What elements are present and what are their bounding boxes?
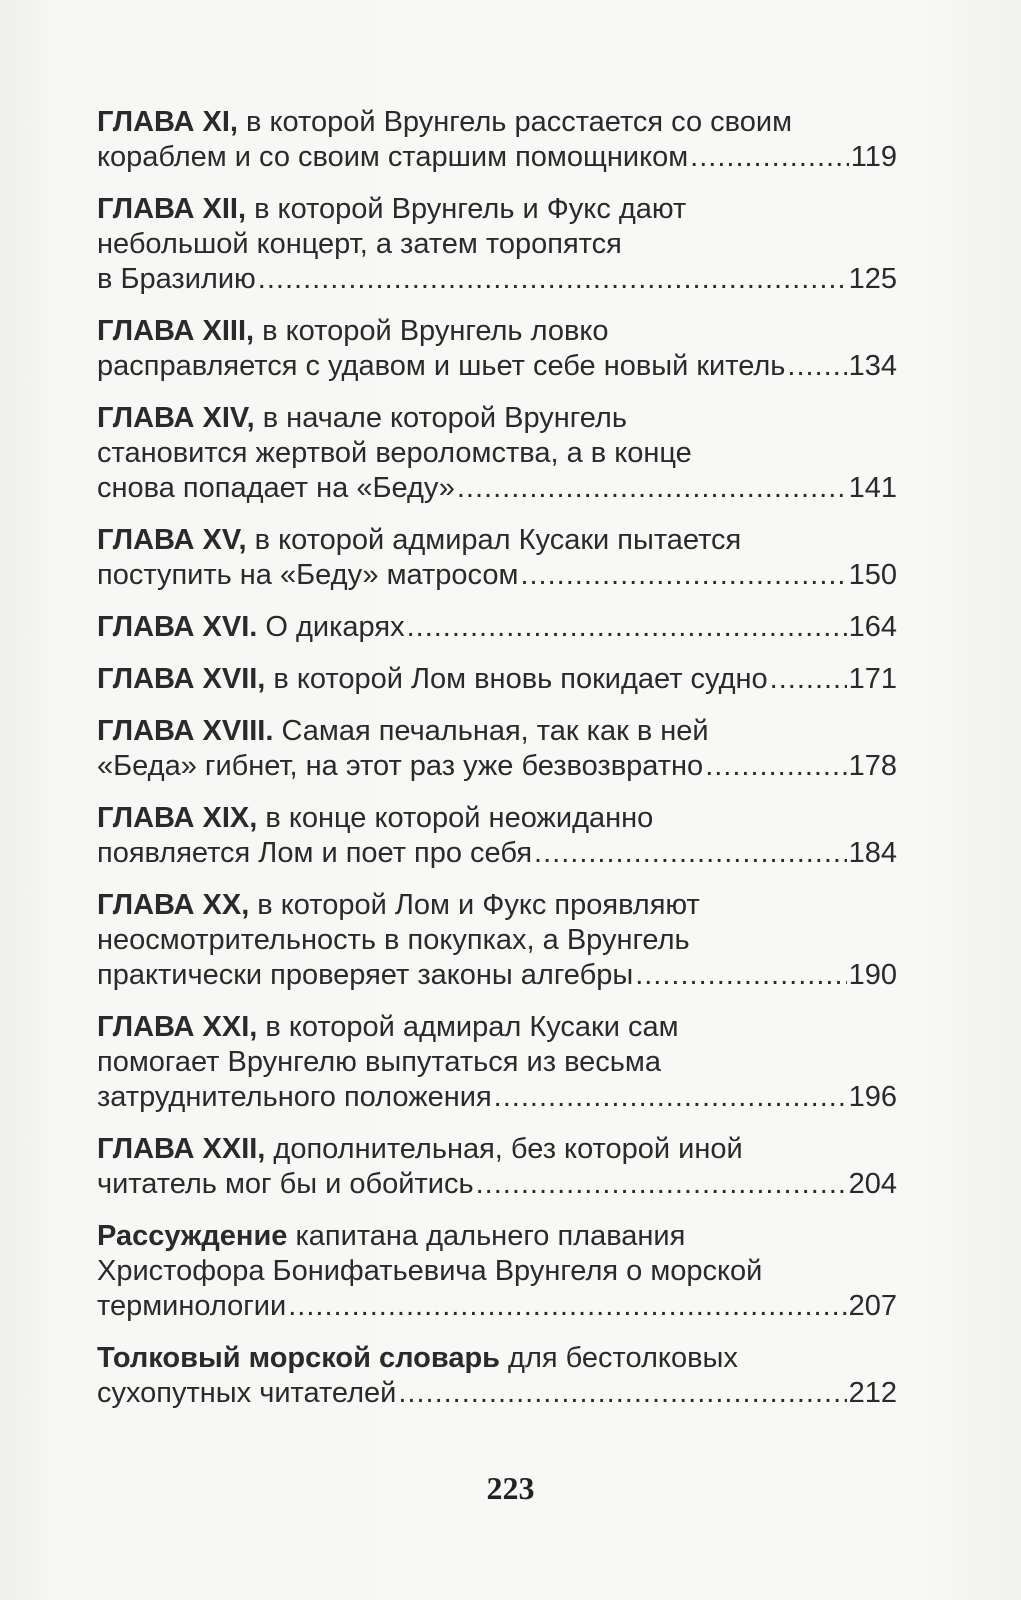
toc-entry-text [97,749,703,784]
toc-entry-line [97,192,897,227]
toc-entry-line [97,471,897,506]
toc-entry-description: в которой Врунгель расстается со своим [237,106,793,138]
toc-entry-description: затруднительного положения [97,1081,492,1113]
toc-entry-heading: ГЛАВА XV, [97,524,247,556]
toc-entry-text [97,888,700,923]
toc-entry-description: Христофора Бонифатьевича Врунгеля о морской [97,1255,763,1287]
toc-entry-line [97,262,897,297]
toc-entry-line [97,1376,897,1411]
toc-entry-page: 184 [848,837,897,869]
toc-entry-text [97,436,692,471]
toc-entry-line [97,227,897,262]
toc-entry-text [97,349,785,384]
toc-entry-description: в которой Лом вновь покидает судно [265,663,768,695]
toc-entry-text [97,401,627,436]
toc-entry-line [97,1341,897,1376]
dot-leader [690,140,849,175]
toc-entry-description: для бестолковых [499,1342,738,1374]
toc-entry-description: в начале которой Врунгель [254,402,627,434]
toc-entry-line [97,401,897,436]
toc-entry-description: расправляется с удавом и шьет себе новый китель [97,350,786,382]
toc-entry-heading: ГЛАВА XXII, [97,1133,266,1165]
toc-entry-line [97,436,897,471]
toc-entry-heading: Толковый морской словарь [97,1342,500,1374]
toc-entry-page: 164 [848,611,897,643]
toc-entry-line [97,1045,897,1080]
toc-entry-page: 207 [848,1290,897,1322]
toc-entry-page: 212 [848,1377,897,1409]
toc-entry-heading: ГЛАВА XXI, [97,1011,258,1043]
toc-entry-text [97,662,768,697]
toc-entry-text [97,105,792,140]
toc-entry-description: кораблем и со своим старшим помощником [97,141,689,173]
dot-leader [288,1289,846,1324]
toc-entry-description: появляется Лом и поет про себя [97,837,533,869]
toc-entry-line [97,662,897,697]
toc-entry-line [97,1132,897,1167]
toc-entry-heading: ГЛАВА XX, [97,889,250,921]
dot-leader [258,262,847,297]
toc-entry-page: 204 [848,1168,897,1200]
toc-entry-heading: ГЛАВА XIV, [97,402,255,434]
toc-entry-text [97,140,688,175]
toc-entry-text [97,1010,679,1045]
toc-entry-description: дополнительная, без которой иной [265,1133,743,1165]
toc-entry-heading: ГЛАВА XVIII. [97,715,274,747]
toc-entry-text [97,1045,661,1080]
toc-entry-heading: ГЛАВА XI, [97,106,238,138]
toc-entry-description: сухопутных читателей [97,1377,397,1409]
dot-leader [457,471,847,506]
toc-entry [97,801,897,871]
toc-entry [97,105,897,175]
toc-entry-text [97,923,690,958]
toc-entry-text [97,558,518,593]
toc-entry-description: в которой Врунгель и Фукс дают [246,193,687,225]
toc-entry-heading: ГЛАВА XVII, [97,663,266,695]
toc-entry-description: помогает Врунгелю выпутаться из весьма [97,1046,661,1078]
toc-entry-text [97,1132,743,1167]
toc-entry [97,192,897,297]
toc-entry-description: небольшой концерт, а затем торопятся [97,228,622,260]
dot-leader [398,1376,846,1411]
dot-leader [534,836,847,871]
toc-entry-text [97,1289,286,1324]
toc-entry-line [97,714,897,749]
toc-entry [97,714,897,784]
toc-entry-text [97,801,653,836]
toc-entry-description: поступить на «Беду» матросом [97,559,519,591]
toc-entry-page: 141 [848,472,897,504]
toc-entry-description: капитана дальнего плавания [287,1220,686,1252]
toc-entry [97,662,897,697]
toc-entry-text [97,714,709,749]
toc-entry-page: 171 [848,663,897,695]
toc-entry [97,401,897,506]
toc-entry-description: О дикарях [257,611,405,643]
toc-entry-line [97,923,897,958]
toc-entry-heading: ГЛАВА XVI. [97,611,258,643]
toc-entry-page: 150 [848,559,897,591]
toc-entry-description: Самая печальная, так как в ней [273,715,709,747]
table-of-contents [97,105,897,1428]
toc-entry-page: 119 [850,141,897,173]
toc-entry-text [97,227,622,262]
toc-entry-line [97,1289,897,1324]
dot-leader [635,958,846,993]
toc-entry-line [97,349,897,384]
toc-entry-description: снова попадает на «Беду» [97,472,455,504]
dot-leader [770,662,847,697]
toc-entry-description: в которой Лом и Фукс проявляют [249,889,700,921]
toc-entry-description: практически проверяет законы алгебры [97,959,634,991]
toc-entry-line [97,1167,897,1202]
dot-leader [520,558,846,593]
toc-entry [97,1341,897,1411]
toc-entry-description: «Беда» гибнет, на этот раз уже безвозвратно [97,750,704,782]
toc-entry-line [97,558,897,593]
toc-entry-page: 190 [848,959,897,991]
toc-entry-line [97,523,897,558]
toc-entry-description: читатель мог бы и обойтись [97,1168,474,1200]
toc-entry-page: 178 [848,750,897,782]
toc-entry-text [97,262,256,297]
toc-entry-text [97,314,609,349]
toc-entry-text [97,1167,474,1202]
toc-entry-text [97,610,405,645]
toc-entry [97,1010,897,1115]
toc-entry-text [97,1376,396,1411]
toc-entry-heading: ГЛАВА XII, [97,193,247,225]
toc-entry-line [97,105,897,140]
dot-leader [787,349,846,384]
toc-entry-description: терминологии [97,1290,287,1322]
toc-entry-line [97,610,897,645]
toc-entry [97,523,897,593]
toc-entry-heading: Рассуждение [97,1220,288,1252]
toc-entry-line [97,836,897,871]
toc-entry-text [97,958,633,993]
toc-entry-line [97,1219,897,1254]
toc-entry-page: 196 [848,1081,897,1113]
dot-leader [494,1080,847,1115]
toc-entry-line [97,1010,897,1045]
toc-entry-text [97,836,532,871]
toc-entry-text [97,471,455,506]
dot-leader [705,749,846,784]
toc-entry-line [97,888,897,923]
toc-entry-line [97,140,897,175]
dot-leader [407,610,847,645]
toc-entry-text [97,523,741,558]
toc-entry-text [97,1341,738,1376]
toc-entry [97,1219,897,1324]
toc-entry-line [97,749,897,784]
page-number: 223 [486,1470,535,1506]
toc-entry-line [97,958,897,993]
toc-entry-page: 134 [848,350,897,382]
toc-entry [97,314,897,384]
toc-entry-description: становится жертвой вероломства, а в конце [97,437,692,469]
toc-entry-line [97,1080,897,1115]
toc-entry-heading: ГЛАВА XIII, [97,315,255,347]
toc-entry-line [97,1254,897,1289]
toc-entry-text [97,1219,685,1254]
toc-entry-line [97,801,897,836]
toc-entry [97,610,897,645]
dot-leader [476,1167,847,1202]
toc-entry-description: в конце которой неожиданно [257,802,654,834]
toc-entry-description: в Бразилию [97,263,256,295]
toc-entry-description: в которой адмирал Кусаки сам [257,1011,679,1043]
toc-entry-page: 125 [848,263,897,295]
toc-entry-text [97,1080,492,1115]
toc-entry [97,1132,897,1202]
toc-entry-heading: ГЛАВА XIX, [97,802,258,834]
toc-entry-text [97,192,686,227]
toc-entry-description: в которой адмирал Кусаки пытается [246,524,742,556]
toc-entry-description: неосмотрительность в покупках, а Врунгель [97,924,690,956]
toc-entry [97,888,897,993]
toc-entry-line [97,314,897,349]
toc-entry-description: в которой Врунгель ловко [254,315,609,347]
toc-entry-text [97,1254,762,1289]
